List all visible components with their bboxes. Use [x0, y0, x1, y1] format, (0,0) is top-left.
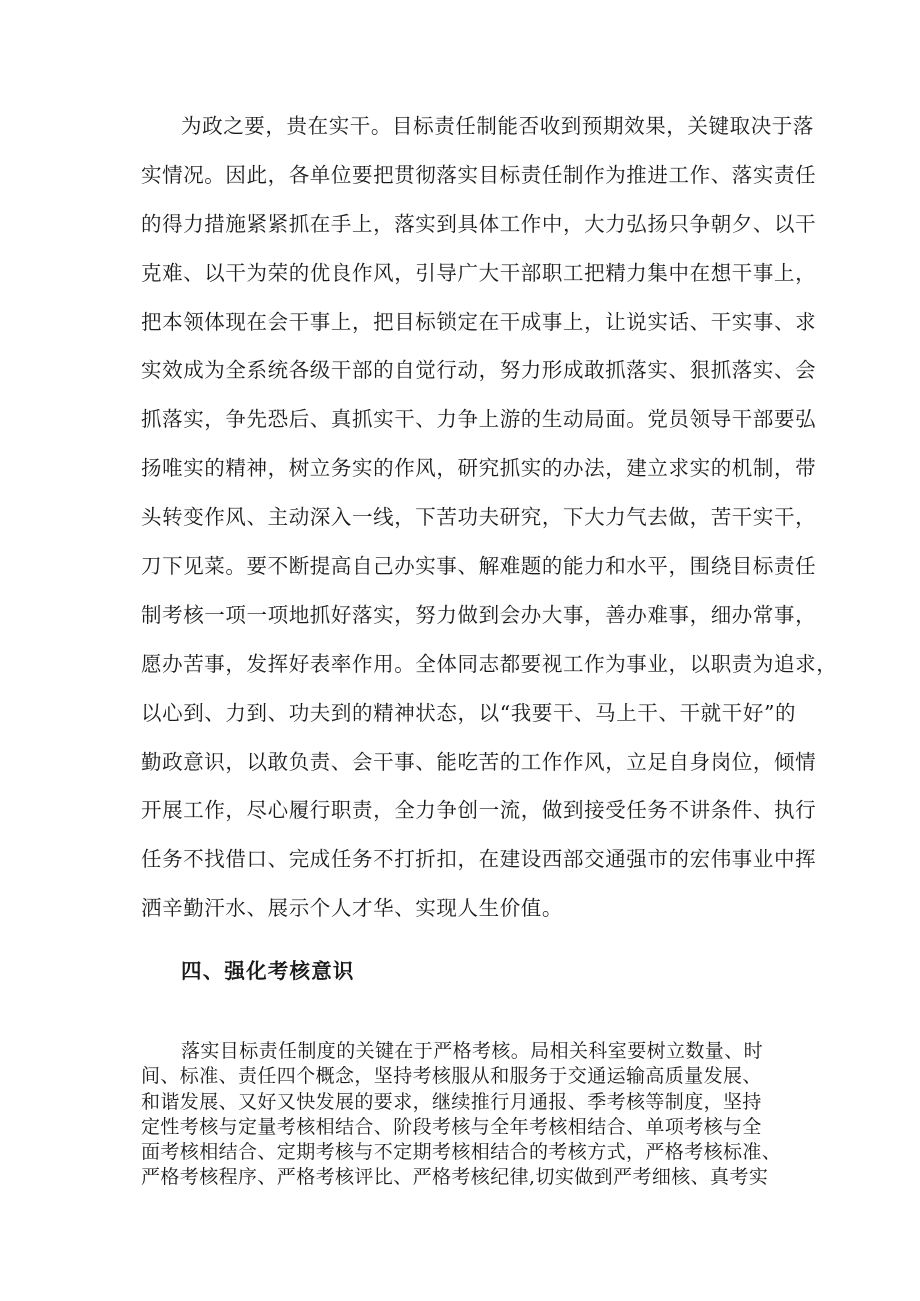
text-line: 实情况。因此，各单位要把贯彻落实目标责任制作为推进工作、落实责任: [141, 162, 817, 187]
paragraph-assessment: [141, 1039, 821, 1191]
section-heading: 四、强化考核意识: [181, 959, 355, 983]
text-line: 间、标准、责任四个概念，坚持考核服从和服务于交通运输高质量发展、: [141, 1065, 762, 1088]
text-line: 愿办苦事，发挥好表率作用。全体同志都要视工作为事业，以职责为追求，: [141, 651, 838, 676]
text-line: 抓落实，争先恐后、真抓实干、力争上游的生动局面。党员领导干部要弘: [141, 407, 817, 432]
text-line: 刀下见菜。要不断提高自己办实事、解难题的能力和水平，围绕目标责任: [141, 554, 817, 579]
text-line: 以心到、力到、功夫到的精神状态，以“我要干、马上干、干就干好”的: [141, 700, 797, 725]
text-line: 头转变作风、主动深入一线，下苦功夫研究，下大力气去做，苦干实干，: [141, 505, 817, 530]
paragraph-implementation: [141, 112, 838, 943]
text-line: 落实目标责任制度的关键在于严格考核。局相关科室要树立数量、时: [181, 1040, 764, 1062]
text-line: 扬唯实的精神，树立务实的作风，研究抓实的办法，建立求实的机制，带: [141, 456, 817, 481]
text-line: 制考核一项一项地抓好落实，努力做到会办大事，善办难事，细办常事，: [141, 602, 817, 627]
text-line: 定性考核与定量考核相结合、阶段考核与全年考核相结合、单项考核与全: [141, 1115, 762, 1138]
text-line: 和谐发展、又好又快发展的要求，继续推行月通报、季考核等制度，坚持: [141, 1090, 762, 1113]
text-line: 洒辛勤汗水、展示个人才华、实现人生价值。: [141, 896, 563, 921]
text-line: 严格考核程序、严格考核评比、严格考核纪律,切实做到严考细核、真考实: [141, 1166, 769, 1189]
text-line: 把本领体现在会干事上，把目标锁定在干成事上，让说实话、干实事、求: [141, 309, 817, 334]
text-line: 开展工作，尽心履行职责，全力争创一流，做到接受任务不讲条件、执行: [141, 798, 817, 823]
text-line: 面考核相结合、定期考核与不定期考核相结合的考核方式，严格考核标准、: [141, 1141, 782, 1164]
text-line: 任务不找借口、完成任务不打折扣，在建设西部交通强市的宏伟事业中挥: [141, 847, 817, 872]
text-line: 克难、以干为荣的优良作风，引导广大干部职工把精力集中在想干事上，: [141, 260, 817, 285]
text-line: 为政之要，贵在实干。目标责任制能否收到预期效果，关键取决于落: [181, 114, 814, 138]
text-line: 的得力措施紧紧抓在手上，落实到具体工作中，大力弘扬只争朝夕、以干: [141, 211, 817, 236]
text-line: 实效成为全系统各级干部的自觉行动，努力形成敢抓落实、狠抓落实、会: [141, 358, 817, 383]
text-line: 勤政意识，以敢负责、会干事、能吃苦的工作作风，立足自身岗位，倾情: [141, 749, 817, 774]
